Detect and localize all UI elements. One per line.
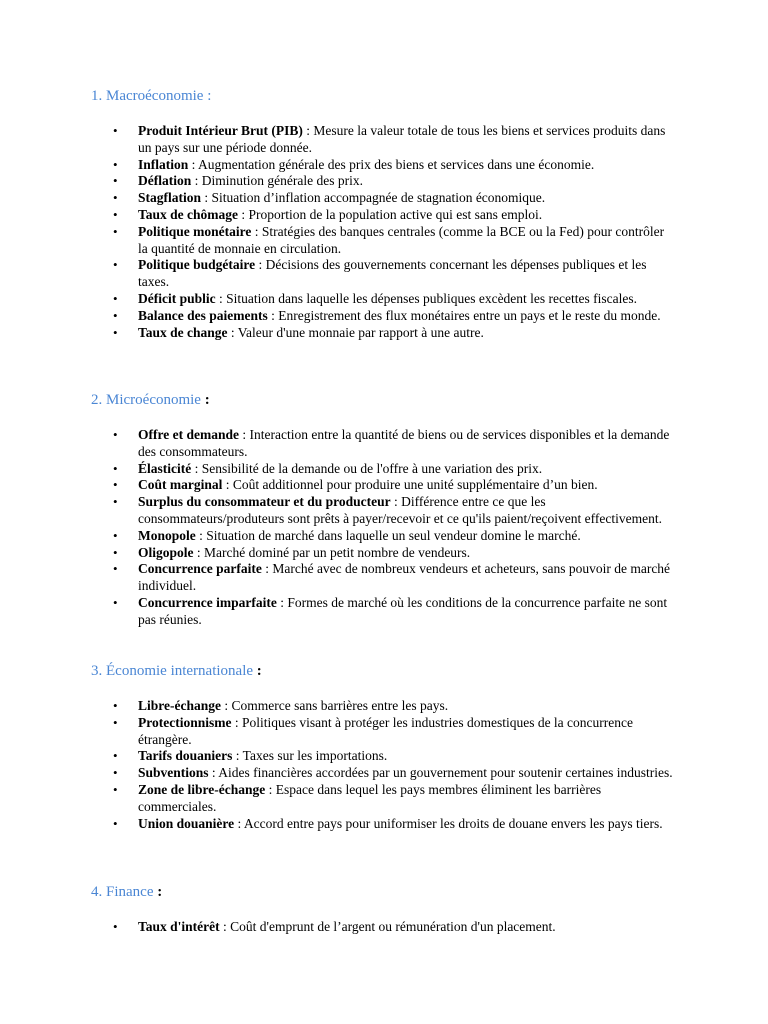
definition: : Différence entre ce que les consommateurs/produteurs sont prêts à payer/recevoir et ce qu'ils paient/reçoivent effectivement. — [138, 494, 662, 526]
term: Déficit public — [138, 290, 216, 306]
term: Union douanière — [138, 815, 235, 831]
term: Concurrence parfaite — [138, 561, 262, 577]
term: Stagflation — [138, 190, 202, 206]
definition: : Aides financières accordées par un gouvernement pour soutenir certaines industries. — [208, 765, 673, 781]
term: Politique budgétaire — [138, 257, 256, 273]
list-item — [0, 528, 676, 545]
section-number: 3. — [91, 663, 103, 679]
term: Taux de change — [138, 324, 228, 340]
list-item — [0, 715, 676, 749]
definition: : Décisions des gouvernements concernant les dépenses publiques et les taxes. — [138, 257, 647, 290]
list-item — [0, 308, 676, 325]
list-item — [0, 494, 676, 528]
definition: : Stratégies des banques centrales (comme la BCE ou la Fed) pour contrôler la quantité de monnaie en circulation. — [138, 223, 665, 256]
definition: : Coût additionnel pour produire une unité supplémentaire d’un bien. — [222, 477, 598, 493]
definition: : Formes de marché où les conditions de la concurrence parfaite ne sont pas réunies. — [138, 594, 668, 627]
list-item — [0, 427, 676, 461]
term: Inflation — [138, 156, 189, 172]
definition: : Augmentation générale des prix des biens et services dans une économie. — [188, 156, 595, 172]
list-item — [0, 561, 676, 595]
heading-colon: : — [153, 884, 163, 900]
definition: : Interaction entre la quantité de biens ou de services disponibles et la demande des consommateurs. — [138, 427, 670, 459]
term: Oligopole — [138, 544, 194, 560]
list-item — [0, 782, 676, 816]
term: Subventions — [138, 765, 209, 781]
heading-colon: : — [200, 392, 210, 408]
list-item — [0, 157, 676, 174]
term: Balance des paiements — [138, 307, 268, 323]
list-item — [0, 545, 676, 562]
definition: : Politiques visant à protéger les industries domestiques de la concurrence étrangère. — [138, 714, 634, 747]
definition: : Situation d’inflation accompagnée de stagnation économique. — [201, 190, 546, 206]
section-heading-finance — [91, 883, 162, 901]
term: Élasticité — [138, 460, 192, 476]
section-number: 2. — [91, 392, 103, 408]
term: Taux d'intérêt — [138, 919, 220, 934]
definition: : Situation de marché dans laquelle un seul vendeur domine le marché. — [195, 527, 581, 543]
section-title: Finance — [106, 884, 154, 900]
term: Politique monétaire — [138, 223, 252, 239]
term: Protectionnisme — [138, 714, 232, 730]
definition: : Taxes sur les importations. — [232, 748, 388, 764]
list-item — [0, 477, 676, 494]
section-title: Macroéconomie : — [106, 88, 212, 104]
definition: : Mesure la valeur totale de tous les biens et services produits dans un pays sur une période donnée. — [138, 123, 666, 155]
term: Concurrence imparfaite — [138, 594, 277, 610]
list-item — [0, 461, 676, 478]
list-item — [0, 291, 676, 308]
term-list-economie-internationale — [0, 698, 768, 832]
definition: : Commerce sans barrières entre les pays. — [221, 698, 449, 713]
definition: : Sensibilité de la demande ou de l'offre à une variation des prix. — [191, 460, 543, 476]
list-item — [0, 698, 676, 715]
section-title: Microéconomie — [106, 392, 201, 408]
section-title: Économie internationale — [106, 663, 254, 679]
term: Monopole — [138, 527, 196, 543]
term: Zone de libre-échange — [138, 781, 266, 797]
term: Offre et demande — [138, 427, 239, 442]
term-list-finance — [0, 919, 768, 936]
term-list-macroeconomie — [0, 123, 768, 341]
list-item — [0, 207, 676, 224]
definition: : Situation dans laquelle les dépenses publiques excèdent les recettes fiscales. — [215, 290, 637, 306]
term: Tarifs douaniers — [138, 748, 233, 764]
list-item — [0, 173, 676, 190]
term: Taux de chômage — [138, 206, 239, 222]
list-item — [0, 224, 676, 258]
list-item — [0, 595, 676, 629]
section-number: 4. — [91, 884, 103, 900]
term: Produit Intérieur Brut (PIB) — [138, 123, 303, 138]
list-item — [0, 919, 676, 936]
definition: : Coût d'emprunt de l’argent ou rémunération d'un placement. — [219, 919, 556, 934]
term: Libre-échange — [138, 698, 221, 713]
term-list-microeconomie — [0, 427, 768, 629]
section-heading-macroeconomie — [91, 87, 211, 105]
list-item — [0, 816, 676, 833]
definition: : Marché avec de nombreux vendeurs et acheteurs, sans pouvoir de marché individuel. — [138, 561, 671, 594]
heading-colon: : — [253, 663, 262, 679]
term: Surplus du consommateur et du producteur — [138, 494, 391, 510]
term: Déflation — [138, 173, 192, 189]
list-item — [0, 190, 676, 207]
list-item — [0, 748, 676, 765]
list-item — [0, 257, 676, 291]
section-number: 1. — [91, 88, 103, 104]
definition: : Espace dans lequel les pays membres éliminent les barrières commerciales. — [138, 781, 602, 814]
term: Coût marginal — [138, 477, 223, 493]
definition: : Valeur d'une monnaie par rapport à une autre. — [227, 324, 484, 340]
definition: : Diminution générale des prix. — [191, 173, 363, 189]
definition: : Enregistrement des flux monétaires entre un pays et le reste du monde. — [267, 307, 661, 323]
definition: : Proportion de la population active qui est sans emploi. — [238, 206, 543, 222]
list-item — [0, 123, 676, 157]
section-heading-economie-internationale — [91, 662, 262, 680]
definition: : Marché dominé par un petit nombre de vendeurs. — [193, 544, 471, 560]
list-item — [0, 765, 676, 782]
list-item — [0, 325, 676, 342]
definition: : Accord entre pays pour uniformiser les droits de douane envers les pays tiers. — [234, 815, 663, 831]
section-heading-microeconomie — [91, 391, 210, 409]
